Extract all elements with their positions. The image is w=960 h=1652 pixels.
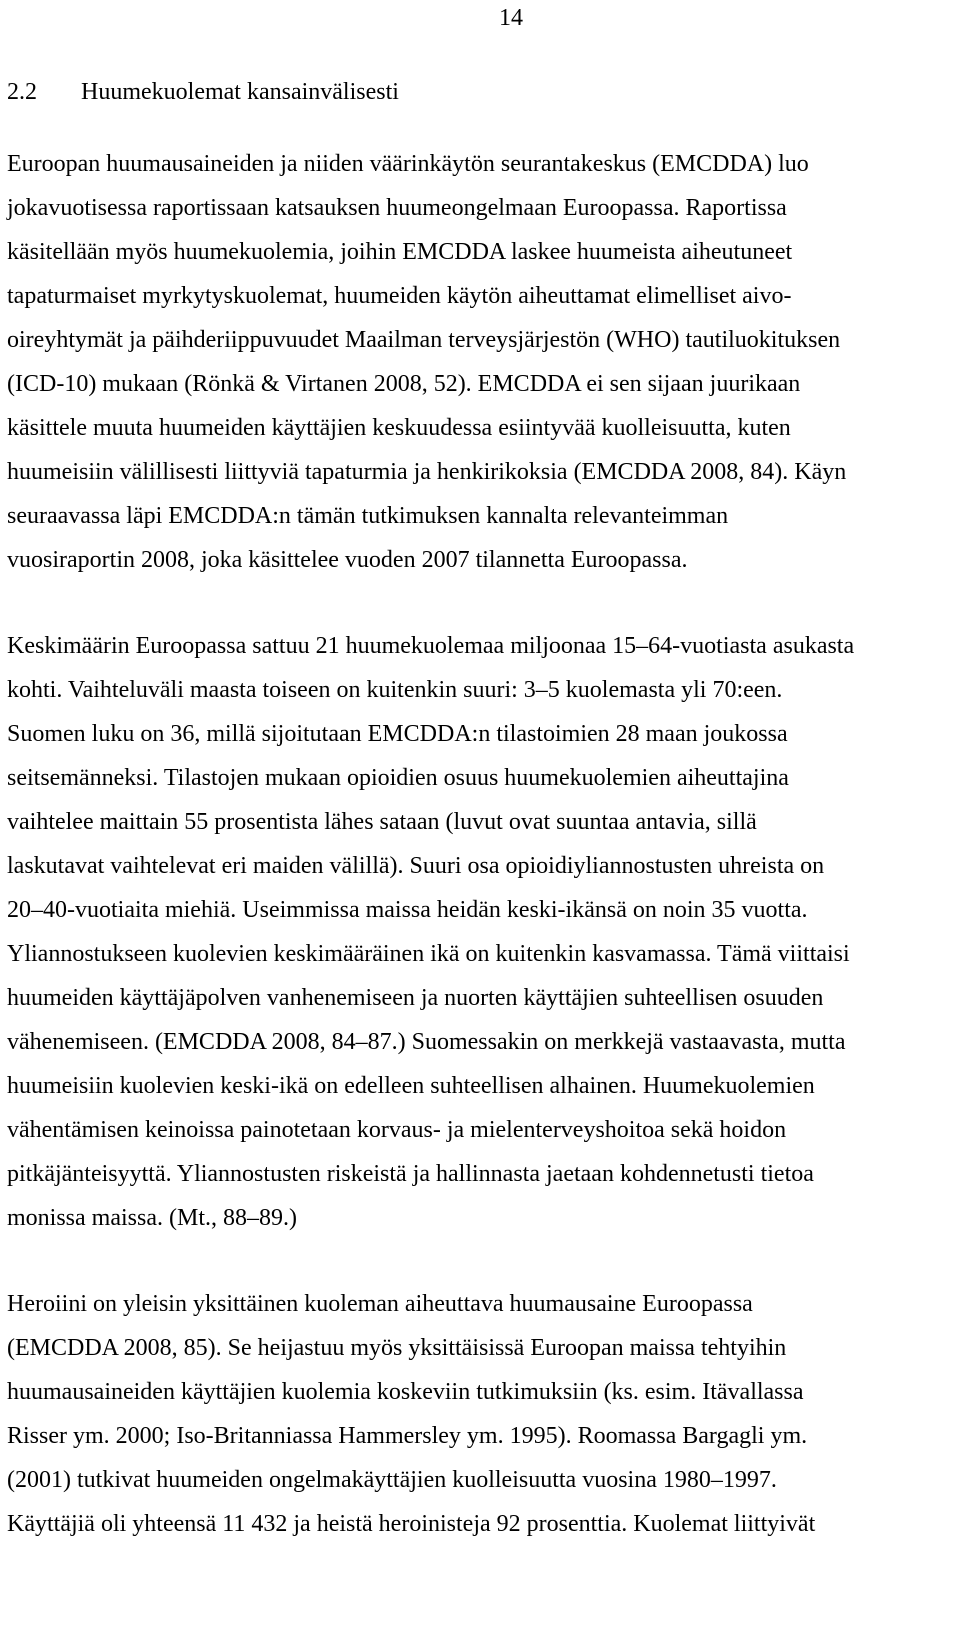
- text-line: (ICD-10) mukaan (Rönkä & Virtanen 2008, 52). EMCDDA ei sen sijaan juurikaan: [7, 371, 801, 397]
- text-line: huumeisiin välillisesti liittyviä tapaturmia ja henkirikoksia (EMCDDA 2008, 84). Käyn: [7, 459, 847, 485]
- text-line: vuosiraportin 2008, joka käsittelee vuoden 2007 tilannetta Euroopassa.: [7, 547, 688, 573]
- section-title: Huumekuolemat kansainvälisesti: [81, 79, 399, 105]
- text-line: huumeiden käyttäjäpolven vanhenemiseen ja nuorten käyttäjien suhteellisen osuuden: [7, 985, 824, 1011]
- text-line: Heroiini on yleisin yksittäinen kuoleman aiheuttava huumausaine Euroopassa: [7, 1291, 753, 1317]
- text-line: käsittele muuta huumeiden käyttäjien keskuudessa esiintyvää kuolleisuutta, kuten: [7, 415, 791, 441]
- text-line: (EMCDDA 2008, 85). Se heijastuu myös yksittäisissä Euroopan maissa tehtyihin: [7, 1335, 787, 1361]
- text-line: laskutavat vaihtelevat eri maiden välillä). Suuri osa opioidiyliannostusten uhreista on: [7, 853, 825, 879]
- text-line: huumausaineiden käyttäjien kuolemia koskeviin tutkimuksiin (ks. esim. Itävallassa: [7, 1379, 804, 1405]
- text-line: Keskimäärin Euroopassa sattuu 21 huumekuolemaa miljoonaa 15–64-vuotiasta asukasta: [7, 633, 855, 659]
- text-line: 20–40-vuotiaita miehiä. Useimmissa maissa heidän keski-ikänsä on noin 35 vuotta.: [7, 897, 808, 923]
- text-line: seitsemänneksi. Tilastojen mukaan opioidien osuus huumekuolemien aiheuttajina: [7, 765, 789, 791]
- text-line: seuraavassa läpi EMCDDA:n tämän tutkimuksen kannalta relevanteimman: [7, 503, 729, 529]
- text-line: huumeisiin kuolevien keski-ikä on edelleen suhteellisen alhainen. Huumekuolemien: [7, 1073, 815, 1099]
- text-line: vähenemiseen. (EMCDDA 2008, 84–87.) Suomessakin on merkkejä vastaavasta, mutta: [7, 1029, 846, 1055]
- text-line: pitkäjänteisyyttä. Yliannostusten riskeistä ja hallinnasta jaetaan kohdennetusti tietoa: [7, 1161, 814, 1187]
- text-line: Käyttäjiä oli yhteensä 11 432 ja heistä heroinisteja 92 prosenttia. Kuolemat liittyivät: [7, 1511, 816, 1537]
- text-line: Yliannostukseen kuolevien keskimääräinen ikä on kuitenkin kasvamassa. Tämä viittaisi: [7, 941, 850, 967]
- text-line: Risser ym. 2000; Iso-Britanniassa Hammersley ym. 1995). Roomassa Bargagli ym.: [7, 1423, 808, 1449]
- text-line: Euroopan huumausaineiden ja niiden väärinkäytön seurantakeskus (EMCDDA) luo: [7, 151, 809, 177]
- paragraph-emcdda-report: [7, 142, 957, 582]
- paragraph-heroin: [7, 1282, 957, 1546]
- page-number: 14: [499, 5, 523, 31]
- section-heading: [7, 78, 399, 106]
- text-line: oireyhtymät ja päihderiippuvuudet Maailman terveysjärjestön (WHO) tautiluokituksen: [7, 327, 841, 353]
- text-line: Suomen luku on 36, millä sijoitutaan EMCDDA:n tilastoimien 28 maan joukossa: [7, 721, 788, 747]
- text-line: vaihtelee maittain 55 prosentista lähes sataan (luvut ovat suuntaa antavia, sillä: [7, 809, 757, 835]
- text-line: vähentämisen keinoissa painotetaan korvaus- ja mielenterveyshoitoa sekä hoidon: [7, 1117, 787, 1143]
- text-line: (2001) tutkivat huumeiden ongelmakäyttäjien kuolleisuutta vuosina 1980–1997.: [7, 1467, 777, 1493]
- section-number: 2.2: [7, 79, 37, 105]
- text-line: tapaturmaiset myrkytyskuolemat, huumeiden käytön aiheuttamat elimelliset aivo-: [7, 283, 792, 309]
- text-line: monissa maissa. (Mt., 88–89.): [7, 1205, 297, 1231]
- text-line: jokavuotisessa raportissaan katsauksen huumeongelmaan Euroopassa. Raportissa: [7, 195, 787, 221]
- paragraph-drug-deaths-statistics: [7, 624, 957, 1240]
- text-line: käsitellään myös huumekuolemia, joihin EMCDDA laskee huumeista aiheutuneet: [7, 239, 793, 265]
- text-line: kohti. Vaihteluväli maasta toiseen on kuitenkin suuri: 3–5 kuolemasta yli 70:een.: [7, 677, 783, 703]
